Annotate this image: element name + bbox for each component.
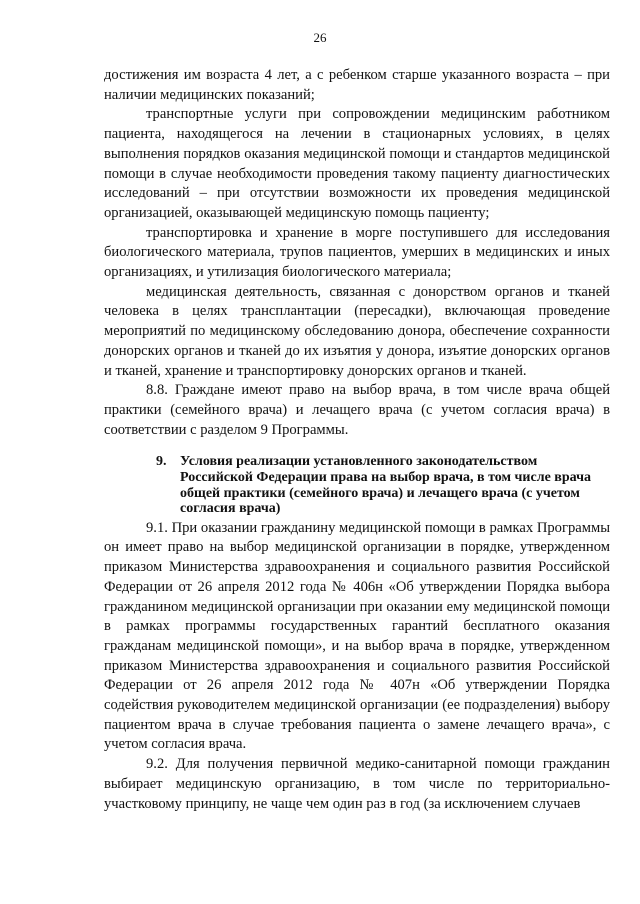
document-body	[104, 66, 610, 814]
paragraph-continuation: достижения им возраста 4 лет, а с ребенком старше указанного возраста – при наличии медицинских показаний;	[104, 67, 610, 103]
paragraph-morgue-storage: транспортировка и хранение в морге поступившего для исследования биологического материала, трупов пациентов, умерших в медицинских и иных организациях, и утилизация биологического материала;	[104, 224, 610, 281]
section-heading	[104, 454, 610, 516]
section-number: 9.	[156, 454, 167, 470]
page-number: 26	[313, 30, 327, 45]
paragraph-transport-services: транспортные услуги при сопровождении медицинским работником пациента, находящегося на лечении в стационарных условиях, в целях выполнения порядков оказания медицинской помощи и стандартов медицинской помощи в случае необходимости проведения такому пациенту диагностических исследований – при отсутствии возможности их проведения медицинской организацией, оказывающей медицинскую помощь пациенту;	[104, 106, 610, 221]
section-title: Условия реализации установленного законодательством Российской Федерации права на выбор врача, в том числе врача общей практики (семейного врача) и лечащего врача (с учетом согласия врача)	[180, 454, 591, 517]
paragraph-9-2: 9.2. Для получения первичной медико-санитарной помощи гражданин выбирает медицинскую организацию, в том числе по территориально-участковому принципу, не чаще чем один раз в год (за исключением случаев	[104, 756, 610, 812]
paragraph-9-1: 9.1. При оказании гражданину медицинской помощи в рамках Программы он имеет право на выбор медицинской организации в порядке, утвержденном приказом Министерства здравоохранения и социального развития Российской Федерации от 26 апреля 2012 года № 406н «Об утверждении Порядка выбора гражданином медицинской организации при оказании ему медицинской помощи в рамках программы государственных гарантий бесплатного оказания гражданам медицинской помощи», и на выбор врача в порядке, утвержденном приказом Министерства здравоохранения и социального развития Российской Федерации от 26 апреля 2012 года № 407н «Об утверждении Порядка содействия руководителем медицинской организации (ее подразделения) выбору пациентом врача в случае требования пациента о замене лечащего врача», с учетом согласия врача.	[104, 519, 610, 753]
paragraph-8-8: 8.8. Граждане имеют право на выбор врача, в том числе врача общей практики (семейного врача) и лечащего врача (с учетом согласия врача) в соответствии с разделом 9 Программы.	[104, 382, 610, 438]
paragraph-organ-donation: медицинская деятельность, связанная с донорством органов и тканей человека в целях трансплантации (пересадки), включающая проведение мероприятий по медицинскому обследованию донора, обеспечение сохранности донорских органов и тканей до их изъятия у донора, изъятие донорских органов и тканей, хранение и транспортировку донорских органов и тканей.	[104, 283, 610, 379]
